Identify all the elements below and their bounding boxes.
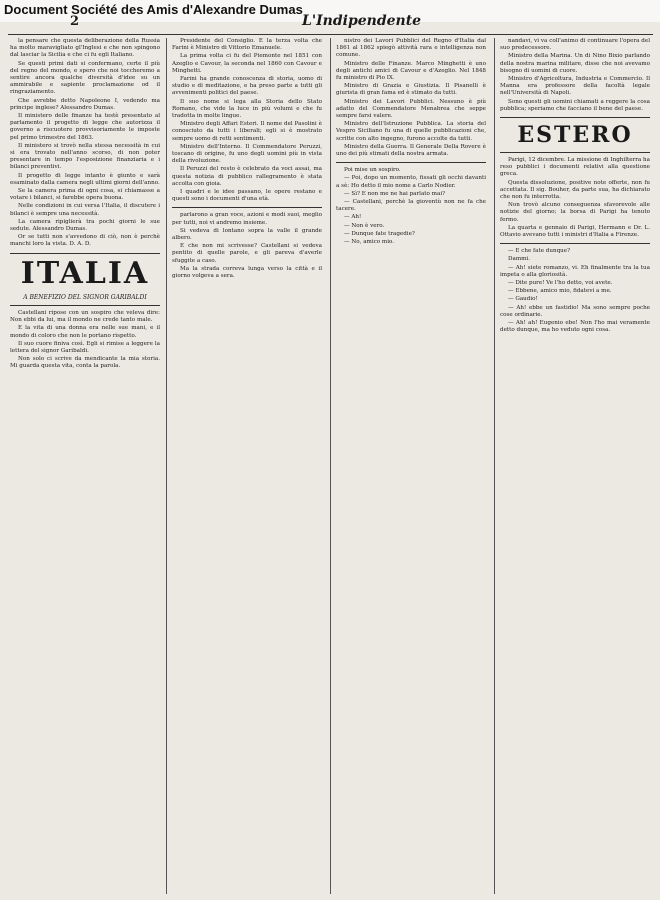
paragraph: Ma la strada correva lunga verso la città e il giorno volgeva a sera. [172, 265, 322, 280]
section-heading-italia: ITALIA [20, 255, 150, 291]
newspaper-title: L'Indipendente [302, 13, 422, 29]
page-number: 2 [70, 14, 80, 29]
section-divider [500, 152, 650, 153]
paragraph: Se la camera prima di ogni cosa, si chiamasse a votare i bilanci, si farebbe opera buona. [10, 188, 160, 202]
section-subheading: A BENEFIZIO DEL SIGNOR GARIBALDI [23, 293, 147, 301]
column-separator [166, 38, 167, 894]
paragraph: Il Peruzzi del resto è celebrato da voci assai, ma questa notizia di pubblico rallegramento è stata accolta con gioia. [172, 166, 322, 187]
paragraph: La prima volta ci fu del Piemonte nel 1851 con Azeglio e Cavour, la seconda nel 1860 con Cavour e Minghetti. [172, 53, 322, 74]
paragraph: Ministro dell'Interno. Il Commendatore Peruzzi, toscano di origine, fu uno degli uomini più in vista della rivoluzione. [172, 143, 322, 165]
paragraph: Nelle condizioni in cui versa l'Italia, il discutere i bilanci è sempre una necessità. [10, 203, 160, 217]
paragraph: la pensare che questa deliberazione della Russia ha molto maravigliato gl'Inglesi e che non spingono dal lasciar la Sicilia e che ci fu egli Italiano. [10, 38, 160, 59]
paragraph: La quarta e gennaio di Parigi, Hermann e Dr. L. Ottavio avevano tutti i ministri d'Italia a Firenze. [500, 224, 650, 239]
paragraph: Ministro della Guerra. Il Generale Della Rovere è uno dei più stimati della nostra armata. [336, 143, 486, 158]
dialogue-line: — Dunque fate tragedie? [344, 230, 415, 237]
paragraph: Se questi primi dati si confermano, certe il più del regno del mondo, e spero che noi toccheremo a sentire ancora qualche diversità d'idee su un ammirabile e sapiente proclamazione od il ringraziamento. [10, 60, 160, 96]
section-divider [172, 207, 322, 208]
dialogue-line: — Ah! siete romanzo, vi. Eh finalmente tra la tua impeta o alla gloriosità. [500, 264, 650, 278]
paragraph: Ministro di Grazia e Giustizia. Il Pisanelli è giurista di gran fama ed è stimato da tutti. [336, 83, 486, 97]
section-heading-estero: ESTERO [517, 122, 633, 149]
paragraph: Non trovò alcuno conseguenza sfavorevole alle notizie del giorno; la borsa di Parigi ha tenuto fermo. [500, 202, 650, 223]
dialogue-line: — Castellani, perchè la gioventù non ne fa che tacere. [336, 199, 486, 213]
paragraph: Si vedeva di lontano sopra la valle il grande albero. [172, 227, 322, 242]
section-divider [10, 305, 160, 306]
paragraph: Ministro degli Affari Esteri. Il nome del Pasolini è conosciuto da tutti i liberali; egli si è mostrato sempre uomo di retti sentimenti. [172, 121, 322, 142]
column-3 [336, 38, 486, 894]
section-divider [10, 253, 160, 254]
dialogue-line: — No, amico mio. [344, 239, 395, 246]
paragraph: Sono questi gli uomini chiamati a reggere la cosa pubblica; speriamo che facciano il bene del paese. [500, 98, 650, 112]
dialogue-line: — Ah! ah! Eugenio ebe! Non l'ho mai veramente detto dunque, ma ho veduto ogni cosa. [500, 320, 650, 334]
dialogue-line: — Ah! [344, 214, 362, 221]
paragraph: E che non mi scrivesse? Castellani si vedeva pentito di quelle parole, e gli pareva d'averle sfuggite a caso. [172, 243, 322, 264]
paragraph: Ministro d'Agricoltura, Industria e Commercio. Il Manna era professore della facoltà legale nell'Università di Napoli. [500, 76, 650, 97]
dialogue-line: — Ah! ebbe un fastidio! Ma sono sempre poche cose ordinarie. [500, 304, 650, 318]
paragraph: Il progetto di legge intanto è giunto e sarà esaminato dalla camera negli ultimi giorni dell'anno. [10, 172, 160, 186]
paragraph: Questa dissoluzione, positive note offerte, non fu accettata. Il sig. Bouher, da parte sua, ha dichiarato che non fu interrotta. [500, 179, 650, 201]
dialogue-line: — Ebbene, amico mio, fidatevi a me. [508, 288, 612, 295]
paragraph: Presidente del Consiglio. È la terza volta che Farini è Ministro di Vittorio Emanuele. [172, 38, 322, 52]
paragraph: Il suo nome si lega alla Storia dello Stato Romano, che vide la luce in più volumi e che fu tradotta in molte lingue. [172, 98, 322, 120]
column-separator [330, 38, 331, 894]
watermark-text: Document Société des Amis d'Alexandre Dumas [4, 2, 303, 17]
column-1 [10, 38, 160, 894]
paragraph: Ministro delle Finanze. Marco Minghetti è uno degli antichi amici di Cavour e d'Azeglio. Nel 1848 fu ministro di Pio IX. [336, 60, 486, 82]
dialogue-line: — Sì? E non me ne hai parlato mai? [344, 190, 446, 197]
masthead-rule [8, 34, 653, 35]
paragraph: E la vita di una donna era nelle sue mani, e il mondo di coloro che non le portano rispetto. [10, 325, 160, 339]
paragraph: Ministro dell'Istruzione Pubblica. La storia del Vespro Siciliano fu una di quelle pubblicazioni che, scritte con alto ingegno, furono accolte da tutti. [336, 121, 486, 142]
column-separator [494, 38, 495, 894]
paragraph: Che avrebbe detto Napoleone I, vedendo ma principe inglese? Alessandro Dumas. [10, 97, 160, 111]
paragraph: parlarono a gran voce, azioni e modi suoi, meglio per tutti, noi vi andremo insieme. [172, 212, 322, 226]
dialogue-line: Dammi. [508, 256, 530, 263]
paragraph: Il ministero delle finanze ha testè presentato al parlamento il progetto di legge che autorizza il governo a riscuotere provvisoriamente le imposte pel primo trimestre del 1863. [10, 113, 160, 141]
dialogue-line: — Dite pure! Ve l'ho detto, voi avete. [508, 280, 613, 287]
paragraph: Il suo cuore finiva così. Egli si rimise a leggere la lettera del signor Garibaldi. [10, 340, 160, 354]
paragraph: Parigi, 12 dicembre. La missione di Inghilterra ha reso pubblici i documenti relativi alla questione greca. [500, 157, 650, 178]
column-4 [500, 38, 650, 894]
section-divider [500, 117, 650, 118]
section-divider [336, 162, 486, 163]
paragraph: nandavi, vi va coll'animo di continuare l'opera del suo predecessore. [500, 38, 650, 52]
dialogue-line: — E che fate dunque? [508, 248, 571, 255]
paragraph: Ministro della Marina. Un di Nino Bixio parlando della nostra marina militare, disse che noi avevamo bisogno di uomini di cuore. [500, 53, 650, 74]
paragraph: Farini ha grande conoscenza di storia, uomo di studio e di meditazione, e ha preso parte a tutti gli avvenimenti politici del paese. [172, 76, 322, 97]
paragraph: Il ministero si trovò nella stessa necessità in cui si era trovato nell'anno scorso, di non poter presentare in tempo l'esposizione finanziaria e i bilanci preventivi. [10, 142, 160, 171]
column-2 [172, 38, 322, 894]
paragraph: Castellani ripose con un sospiro che veleva dire: Non ebbi da lui, ma il mondo ne crede tanto male. [10, 309, 160, 324]
paragraph: Non solo ci scrive da mendicante la mia storia. Mi guarda questa vita, conta la parola. [10, 356, 160, 370]
section-divider [500, 243, 650, 244]
paragraph: Ministro dei Lavori Pubblici. Nessuno è più adatto del Commendatore Menabrea che seppe sempre farsi valere. [336, 98, 486, 120]
paragraph: La camera ripiglierà tra pochi giorni le sue sedute. Alessandro Dumas. [10, 218, 160, 233]
dialogue-line: Poi mise un sospiro. [344, 167, 401, 174]
paragraph: Or se tutti non s'avvedono di ciò, non è perchè manchi loro la vista. D. A. D. [10, 234, 160, 248]
masthead [0, 14, 660, 34]
dialogue-line: — Non è vero. [344, 222, 385, 229]
paragraph: I quadri e le idee passano, le opere restano e questi sono i documenti d'una età. [172, 189, 322, 203]
dialogue-line: — Poi, dopo un momento, fissati gli occhi davanti a sè: Ho detto il mio nome a Carlo Nodier. [336, 175, 486, 189]
paragraph: nistro dei Lavori Pubblici del Regno d'Italia dal 1861 al 1862 spiegò attività rara e intelligenza non comune. [336, 38, 486, 59]
dialogue-line: — Gaudio! [508, 296, 538, 303]
